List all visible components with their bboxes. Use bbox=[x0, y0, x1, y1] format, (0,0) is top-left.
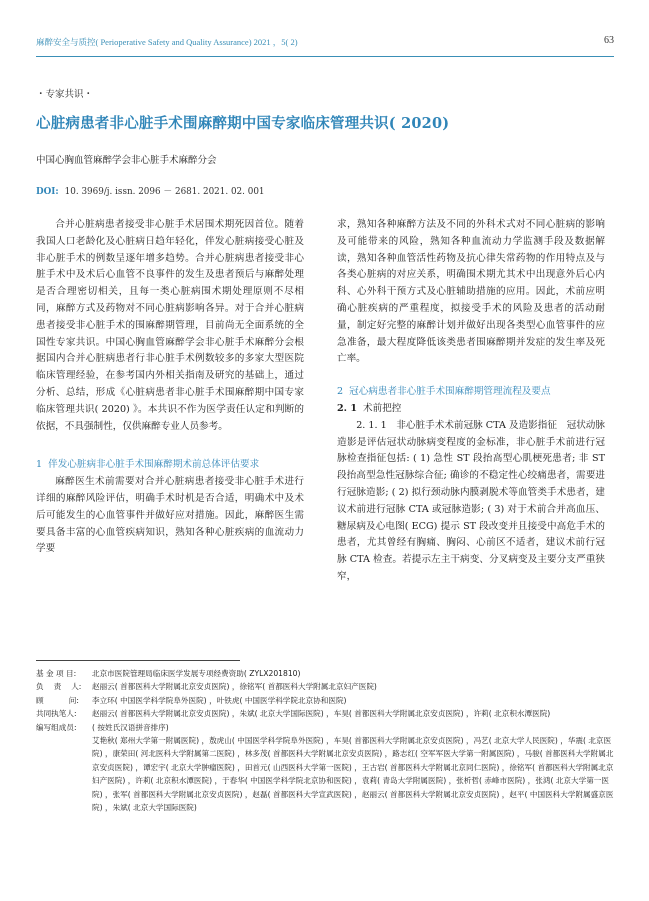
section-2-1-number: 2. 1 bbox=[337, 402, 358, 414]
footnote-value: 李立环( 中国医学科学院阜外医院) ，叶铁虎( 中国医学科学院北京协和医院) bbox=[92, 695, 347, 705]
right-column bbox=[337, 217, 605, 586]
header-rule bbox=[36, 56, 614, 57]
footnote-value: 北京市医院管理局临床医学发展专项经费资助( ZYLX201810) bbox=[92, 669, 301, 678]
continued-paragraph: 求，熟知各种麻醉方法及不同的外科术式对不同心脏病的影响及可能带来的风险，熟知各种血流动力学监测手段及数据解读，熟知各种血管活性药物及抗心律失常药物的作用特点及与各类心脏病的对应关系，明确围术期尤其术中出现意外后心内科、心外科干预方式及心脏辅助措施的应用。因此，术前应明确心脏疾病的严重程度，拟接受手术的风险及患者的活动耐量，制定好完整的麻醉计划并做好出现各类型心血管事件的应急准备，最大程度降低该类患者围麻醉期并发症的发生率及死亡率。 bbox=[337, 219, 605, 365]
footnote-key: 编写组成员: bbox=[36, 722, 77, 732]
footnote-members bbox=[36, 721, 614, 734]
intro-paragraph: 合并心脏病患者接受非心脏手术居围术期死因首位。随着我国人口老龄化及心脏病日趋年轻化，伴发心脏病接受心脏及非心脏手术的例数呈逐年增多趋势。合并心脏病患者接受非心脏手术中及术后心血管不良事件的发生及患者预后与麻醉处理是否合理密切相关，且每一类心脏病围术期处理原则不尽相同，麻醉方式及药物对不同心脏病影响各异。对于合并心脏病患者接受非心脏手术的围麻醉期管理，目前尚无全面系统的全国性专家共识。中国心胸血管麻醉学会非心脏手术麻醉分会根据国内合并心脏病患者行非心脏手术例数较多的多家大型医院临床管理经验，在参考国内外相关指南及研究的基础上，通过分析、总结，形成《心脏病患者非心脏手术围麻醉期中国专家临床管理共识( 2020) 》。本共识不作为医学责任认定和判断的依据，不具强制性，仅供麻醉专业人员参考。 bbox=[36, 219, 304, 432]
footnote-members-list-row bbox=[36, 734, 614, 814]
footnote-co-writers bbox=[36, 707, 614, 720]
footnote-responsible bbox=[36, 680, 614, 693]
section-2-1-1-paragraph: 2. 1. 1 非心脏手术术前冠脉 CTA 及造影指征 冠状动脉造影是评估冠状动脉病变程度的金标准，非心脏手术前进行冠脉检查指征包括: ( 1) 急性 ST 段抬高型心肌梗死患者; 非 ST 段抬高型急性冠脉综合征; 确诊的不稳定性心绞痛患者，需要进行冠脉造影; ( 2) 拟行颈动脉内膜剥脱术等血管类手术患者，建议术前进行冠脉 CTA 或冠脉造影; ( 3) 对于术前合并高血压、糖尿病及心电图( ECG) 提示 ST 段改变并且接受中高危手术的患者，尤其曾经有胸痛、胸闷、心前区不适者，建议术前行冠脉 CTA 检查。若提示左主干病变、分叉病变及主要分支严重狭窄， bbox=[337, 419, 605, 582]
footnote-funding bbox=[36, 667, 614, 680]
column-label: ・专家共识・ bbox=[36, 89, 94, 100]
footnote-value: ( 按姓氏汉语拼音排序) bbox=[92, 722, 169, 732]
section-2-number: 2 bbox=[337, 386, 344, 398]
section-2-1-title: 术前把控 bbox=[363, 402, 402, 414]
footnote-advisors bbox=[36, 694, 614, 707]
author-group: 中国心胸血管麻醉学会非心脏手术麻醉分会 bbox=[36, 155, 217, 166]
left-column bbox=[36, 217, 304, 558]
article-title: 心脏病患者非心脏手术围麻醉期中国专家临床管理共识( 2020) bbox=[36, 115, 450, 132]
running-header bbox=[36, 36, 614, 50]
section-1-title: 伴发心脏病非心脏手术围麻醉期术前总体评估要求 bbox=[48, 459, 260, 471]
footnote-value: 赵丽云( 首都医科大学附属北京安贞医院) ，朱斌( 北京大学国际医院) ，车昊( 首都医科大学附属北京安贞医院) ，许莉( 北京积水潭医院) bbox=[92, 709, 551, 719]
footnote-rule bbox=[36, 660, 240, 661]
footnote-key: 负 责 人: bbox=[36, 682, 82, 692]
journal-citation: 麻醉安全与质控( Perioperative Safety and Quality Assurance) 2021 ，5( 2) bbox=[36, 37, 298, 47]
footnotes bbox=[36, 667, 614, 814]
footnote-value: 赵丽云( 首都医科大学附属北京安贞医院) ，徐铭军( 首都医科大学附属北京妇产医院) bbox=[92, 682, 377, 692]
footnote-key: 基 金 项 目: bbox=[36, 669, 77, 678]
footnote-key: 共同执笔人: bbox=[36, 709, 77, 719]
section-2-1-heading bbox=[337, 401, 605, 418]
doi-label: DOI: bbox=[36, 187, 59, 197]
section-1-heading bbox=[36, 457, 304, 474]
section-1-paragraph: 麻醉医生术前需要对合并心脏病患者接受非心脏手术进行详细的麻醉风险评估，明确手术时机是否合适，明确术中及术后可能发生的心血管事件并做好应对措施。因此，麻醉医生需要具备丰富的心血管疾病知识，熟知各种心脏疾病的血流动力学要 bbox=[36, 476, 304, 555]
section-2-heading bbox=[337, 384, 605, 401]
doi-value[interactable]: 10. 3969/j. issn. 2096 － 2681. 2021. 02. 001 bbox=[64, 187, 265, 197]
page-number: 63 bbox=[604, 35, 614, 46]
footnote-key: 顾 问: bbox=[36, 695, 79, 705]
section-1-number: 1 bbox=[36, 459, 43, 471]
doi-line bbox=[36, 184, 265, 197]
section-2-title: 冠心病患者非心脏手术围麻醉期管理流程及要点 bbox=[349, 386, 551, 398]
members-list: 艾艳秋( 郑州大学第一附属医院) ，敖虎山( 中国医学科学院阜外医院) ，车昊( 首都医科大学附属北京安贞医院) ，冯艺( 北京大学人民医院) ，华震( 北京医院) ，康荣田( 河北医科大学附属第二医院) ，林多茂( 首都医科大学附属北京安贞医院) ，路志红( 空军军医大学第一附属医院) ，马骏( 首都医科大学附属北京安贞医院) ，谭宏宇( 北京大学肿瘤医院) ，田首元( 山西医科大学第一医院) ，王古岩( 首都医科大学附属北京同仁医院) ，徐铭军( 首都医科大学附属北京妇产医院) ，许莉( 北京积水潭医院) ，于春华( 中国医学科学院北京协和医院) ，袁莉( 青岛大学附属医院) ，张析哲( 赤峰市医院) ，张鸿( 北京大学第一医院) ，张军( 首都医科大学附属北京安贞医院) ，赵磊( 首都医科大学宣武医院) ，赵丽云( 首都医科大学附属北京安贞医院) ，赵平( 中国医科大学附属盛京医院) ，朱斌( 北京大学国际医院) bbox=[92, 736, 614, 813]
